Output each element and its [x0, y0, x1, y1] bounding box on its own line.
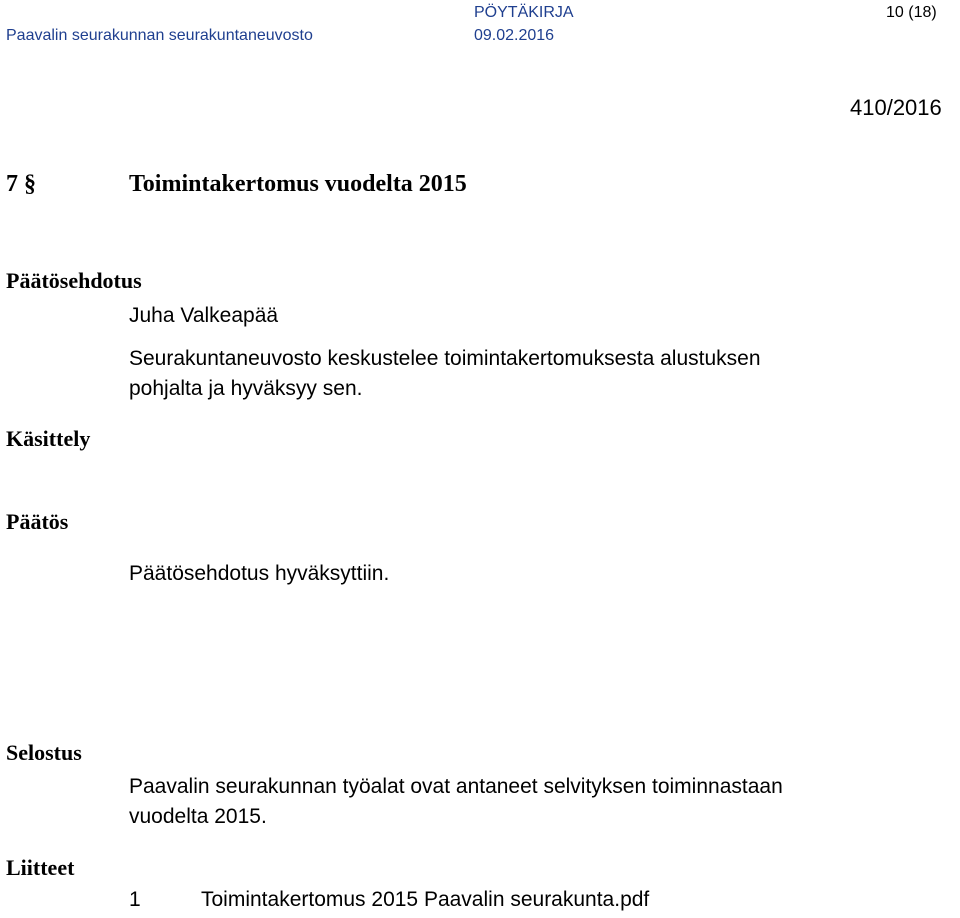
decision-label: Päätös	[6, 509, 69, 534]
page-number: 10 (18)	[886, 4, 937, 21]
attachment-number: 1	[129, 888, 141, 911]
processing-label: Käsittely	[6, 426, 91, 451]
meeting-date: 09.02.2016	[474, 27, 555, 44]
section-title: Toimintakertomus vuodelta 2015	[129, 171, 467, 197]
organization-name: Paavalin seurakunnan seurakuntaneuvosto	[6, 27, 313, 44]
proposal-text-line-2: pohjalta ja hyväksyy sen.	[129, 377, 363, 400]
description-text-line-1: Paavalin seurakunnan työalat ovat antaneet selvityksen toiminnastaan	[129, 775, 783, 798]
description-label: Selostus	[6, 740, 82, 765]
document-type: PÖYTÄKIRJA	[474, 4, 574, 21]
attachment-link[interactable]: Toimintakertomus 2015 Paavalin seurakunta.pdf	[201, 888, 650, 911]
proposal-presenter: Juha Valkeapää	[129, 304, 279, 327]
reference-number: 410/2016	[850, 95, 942, 120]
description-text-line-2: vuodelta 2015.	[129, 805, 267, 828]
proposal-text-line-1: Seurakuntaneuvosto keskustelee toimintakertomuksesta alustuksen	[129, 347, 761, 370]
attachments-label: Liitteet	[6, 855, 75, 880]
decision-text: Päätösehdotus hyväksyttiin.	[129, 562, 390, 585]
proposal-label: Päätösehdotus	[6, 268, 142, 293]
section-number: 7 §	[6, 171, 36, 197]
